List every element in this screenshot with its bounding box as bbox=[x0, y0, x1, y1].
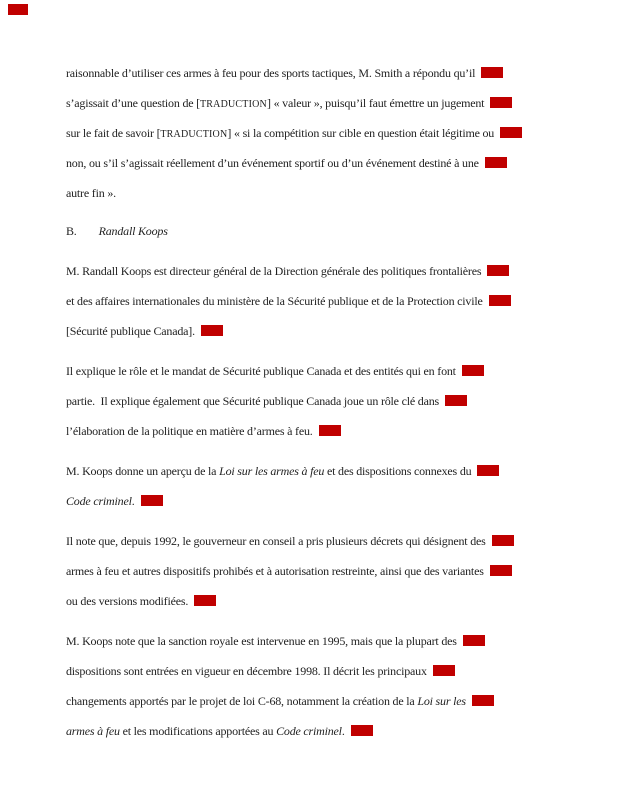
redaction-marker bbox=[481, 67, 503, 78]
redaction-marker bbox=[485, 157, 507, 168]
text-segment: Loi sur les armes à feu bbox=[219, 464, 325, 478]
redaction-marker bbox=[490, 97, 512, 108]
redaction-marker bbox=[500, 127, 522, 138]
redaction-marker bbox=[477, 465, 499, 476]
text-line bbox=[66, 716, 566, 746]
text-line bbox=[66, 386, 566, 416]
para-decrets-1992 bbox=[66, 526, 566, 616]
text-line bbox=[66, 256, 566, 286]
para-role-mandat bbox=[66, 356, 566, 446]
text-line bbox=[66, 656, 566, 686]
text-segment: B. bbox=[66, 224, 77, 238]
text-segment: ou des versions modifiées. bbox=[66, 594, 189, 608]
redaction-marker bbox=[433, 665, 455, 676]
text-line bbox=[66, 626, 566, 656]
heading-randall-koops bbox=[66, 216, 566, 246]
text-line bbox=[66, 416, 566, 446]
redaction-marker bbox=[445, 395, 467, 406]
text-segment: M. Koops note que la sanction royale est intervenue en 1995, mais que la plupart des bbox=[66, 634, 457, 648]
text-segment: sur le fait de savoir [ bbox=[66, 126, 161, 140]
text-segment: ] « si la compétition sur cible en question était légitime ou bbox=[227, 126, 495, 140]
text-segment: partie. Il explique également que Sécurité publique Canada joue un rôle clé dans bbox=[66, 394, 439, 408]
redaction-marker bbox=[463, 635, 485, 646]
redaction-marker bbox=[489, 295, 511, 306]
text-segment: et des affaires internationales du ministère de la Sécurité publique et de la Protection civile bbox=[66, 294, 483, 308]
text-segment: Il note que, depuis 1992, le gouverneur en conseil a pris plusieurs décrets qui désignent des bbox=[66, 534, 486, 548]
text-line bbox=[66, 686, 566, 716]
text-segment: TRADUCTION bbox=[160, 129, 228, 140]
text-segment: Randall Koops bbox=[98, 224, 168, 238]
text-segment: s’agissait d’une question de [ bbox=[66, 96, 200, 110]
text-segment: dispositions sont entrées en vigueur en décembre 1998. Il décrit les principaux bbox=[66, 664, 427, 678]
redaction-marker bbox=[487, 265, 509, 276]
text-line bbox=[66, 178, 566, 208]
text-segment: Code criminel bbox=[66, 494, 132, 508]
redaction-marker bbox=[141, 495, 163, 506]
text-segment: ] « valeur », puisqu’il faut émettre un jugement bbox=[266, 96, 485, 110]
text-line bbox=[66, 356, 566, 386]
text-line bbox=[66, 316, 566, 346]
text-segment: l’élaboration de la politique en matière d’armes à feu. bbox=[66, 424, 313, 438]
text-segment: [Sécurité publique Canada]. bbox=[66, 324, 195, 338]
text-line bbox=[66, 556, 566, 586]
para-koops-intro bbox=[66, 256, 566, 346]
text-line bbox=[66, 118, 566, 148]
para-smith-testimony bbox=[66, 58, 566, 208]
redaction-marker bbox=[490, 565, 512, 576]
text-segment: Code criminel bbox=[276, 724, 342, 738]
redaction-marker bbox=[472, 695, 494, 706]
text-segment: armes à feu bbox=[66, 724, 120, 738]
redaction-marker bbox=[462, 365, 484, 376]
text-segment: armes à feu et autres dispositifs prohibés et à autorisation restreinte, ainsi que des variantes bbox=[66, 564, 484, 578]
text-segment: . bbox=[131, 494, 135, 508]
para-sanction-royale bbox=[66, 626, 566, 746]
text-segment: TRADUCTION bbox=[199, 99, 267, 110]
text-segment: Loi sur les bbox=[417, 694, 466, 708]
redaction-marker bbox=[194, 595, 216, 606]
redaction-marker bbox=[319, 425, 341, 436]
text-segment: M. Randall Koops est directeur général de la Direction générale des politiques frontalières bbox=[66, 264, 482, 278]
text-segment: autre fin ». bbox=[66, 186, 116, 200]
text-line bbox=[66, 58, 566, 88]
corner-redaction-marker bbox=[8, 4, 28, 15]
text-segment: M. Koops donne un aperçu de la bbox=[66, 464, 220, 478]
text-segment: non, ou s’il s’agissait réellement d’un événement sportif ou d’un événement destiné à une bbox=[66, 156, 479, 170]
text-segment: . bbox=[341, 724, 345, 738]
redaction-marker bbox=[351, 725, 373, 736]
redaction-marker bbox=[201, 325, 223, 336]
text-line bbox=[66, 216, 566, 246]
text-segment: Il explique le rôle et le mandat de Sécurité publique Canada et des entités qui en font bbox=[66, 364, 456, 378]
text-segment: changements apportés par le projet de loi C-68, notamment la création de la bbox=[66, 694, 418, 708]
text-line bbox=[66, 88, 566, 118]
text-line bbox=[66, 486, 566, 516]
text-line bbox=[66, 148, 566, 178]
text-segment: raisonnable d’utiliser ces armes à feu pour des sports tactiques, M. Smith a répondu qu’il bbox=[66, 66, 476, 80]
text-line bbox=[66, 456, 566, 486]
document-content bbox=[66, 58, 566, 746]
para-apercu-loi bbox=[66, 456, 566, 516]
redaction-marker bbox=[492, 535, 514, 546]
text-line bbox=[66, 286, 566, 316]
text-segment: et des dispositions connexes du bbox=[324, 464, 472, 478]
text-segment: et les modifications apportées au bbox=[119, 724, 277, 738]
text-line bbox=[66, 526, 566, 556]
text-line bbox=[66, 586, 566, 616]
